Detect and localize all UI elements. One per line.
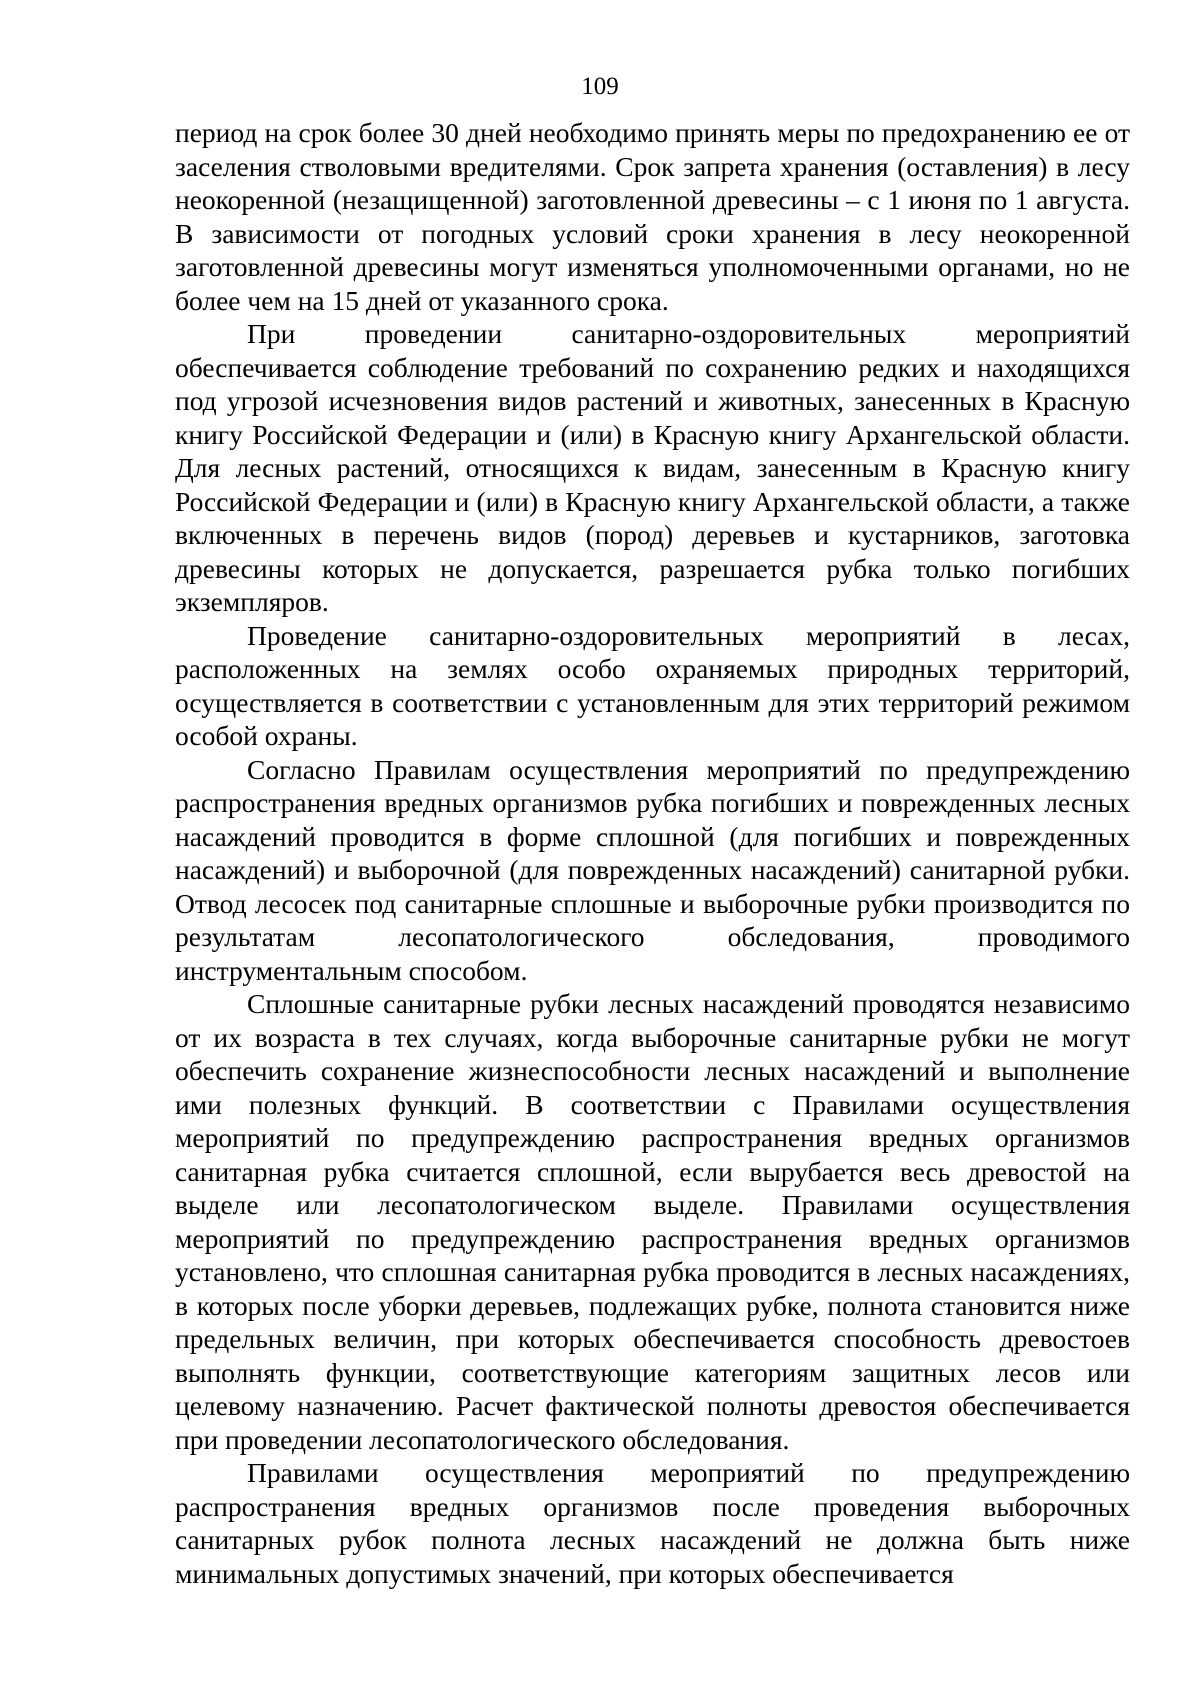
paragraph-sanitary-felling-rules: Согласно Правилам осуществления мероприятий по предупреждению распространения вредных организмов рубка погибших и поврежденных лесных насаждений проводится в форме сплошной (для погибших и поврежденных насаждений) и выборочной (для поврежденных насаждений) санитарной рубки. Отвод лесосек под санитарные сплошные и выборочные рубки производится по результатам лесопатологического обследования, проводимого инструментальным способом.	[175, 753, 1130, 986]
paragraph-protected-areas: Проведение санитарно-оздоровительных мероприятий в лесах, расположенных на землях особо охраняемых природных территорий, осуществляется в соответствии с установленным для этих территорий режимом особой охраны.	[175, 619, 1130, 751]
paragraph-clear-sanitary-felling: Сплошные санитарные рубки лесных насаждений проводятся независимо от их возраста в тех случаях, когда выборочные санитарные рубки не могут обеспечить сохранение жизнеспособности лесных насаждений и выполнение ими полезных функций. В соответствии с Правилами осуществления мероприятий по предупреждению распространения вредных организмов санитарная рубка считается сплошной, если вырубается весь древостой на выделе или лесопатологическом выделе. Правилами осуществления мероприятий по предупреждению распространения вредных организмов установлено, что сплошная санитарная рубка проводится в лесных насаждениях, в которых после уборки деревьев, подлежащих рубке, полнота становится ниже предельных величин, при которых обеспечивается способность древостоев выполнять функции, соответствующие категориям защитных лесов или целевому назначению. Расчет фактической полноты древостоя обеспечивается при проведении лесопатологического обследования.	[175, 988, 1130, 1455]
paragraph-rare-species: При проведении санитарно-оздоровительных мероприятий обеспечивается соблюдение требований по сохранению редких и находящихся под угрозой исчезновения видов растений и животных, занесенных в Красную книгу Российской Федерации и (или) в Красную книгу Архангельской области. Для лесных растений, относящихся к видам, занесенным в Красную книгу Российской Федерации и (или) в Красную книгу Архангельской области, а также включенных в перечень видов (пород) деревьев и кустарников, заготовка древесины которых не допускается, разрешается рубка только погибших экземпляров.	[175, 318, 1130, 617]
page-number: 109	[581, 73, 619, 100]
paragraph-selective-sanitary-felling: Правилами осуществления мероприятий по предупреждению распространения вредных организмов после проведения выборочных санитарных рубок полнота лесных насаждений не должна быть ниже минимальных допустимых значений, при которых обеспечивается	[175, 1457, 1130, 1589]
paragraph-continuation: период на срок более 30 дней необходимо принять меры по предохранению ее от заселения стволовыми вредителями. Срок запрета хранения (оставления) в лесу неокоренной (незащищенной) заготовленной древесины – с 1 июня по 1 августа. В зависимости от погодных условий сроки хранения в лесу неокоренной заготовленной древесины могут изменяться уполномоченными органами, но не более чем на 15 дней от указанного срока.	[175, 117, 1130, 316]
body-text	[175, 116, 1130, 1590]
